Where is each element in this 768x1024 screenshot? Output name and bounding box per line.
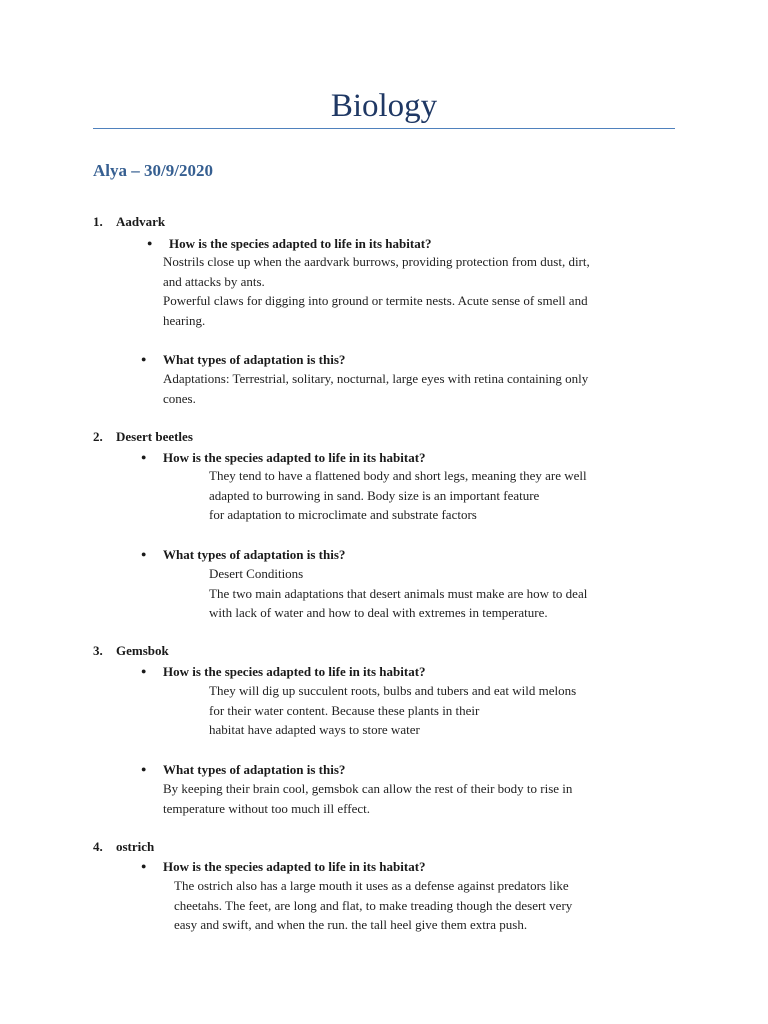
section-heading: [93, 212, 165, 231]
section-number: 2.: [93, 429, 103, 444]
answer-line: Adaptations: Terrestrial, solitary, nocturnal, large eyes with retina containing only: [163, 371, 589, 386]
bullet-icon: ●: [141, 549, 147, 559]
question-text: How is the species adapted to life in its habitat?: [163, 664, 426, 679]
answer-text: [174, 876, 572, 935]
question-text: How is the species adapted to life in its habitat?: [169, 236, 432, 251]
bullet-icon: ●: [141, 861, 147, 871]
answer-line: They tend to have a flattened body and short legs, meaning they are well: [209, 468, 587, 483]
bullet-icon: ●: [141, 764, 147, 774]
answer-line: with lack of water and how to deal with extremes in temperature.: [209, 605, 548, 620]
answer-line: hearing.: [163, 312, 206, 328]
answer-line: for their water content. Because these plants in their: [209, 702, 480, 718]
document-title: Biology: [330, 88, 438, 124]
section-heading: [93, 837, 154, 856]
bullet-icon: ●: [141, 452, 147, 462]
answer-text: [163, 779, 572, 818]
question-bullet: [141, 448, 426, 467]
answer-line: adapted to burrowing in sand. Body size is an important feature: [209, 487, 540, 503]
question-bullet: [141, 857, 426, 876]
answer-line: for adaptation to microclimate and substrate factors: [209, 507, 477, 522]
question-text: How is the species adapted to life in its habitat?: [163, 859, 426, 874]
question-bullet: [141, 662, 426, 681]
answer-text: [163, 369, 588, 408]
answer-line: They will dig up succulent roots, bulbs and tubers and eat wild melons: [209, 683, 577, 698]
section-name: Desert beetles: [116, 429, 193, 444]
answer-text: [163, 252, 590, 330]
section-number: 4.: [93, 839, 103, 854]
answer-line: temperature without too much ill effect.: [163, 800, 370, 816]
question-text: What types of adaptation is this?: [163, 352, 346, 367]
question-bullet: [141, 350, 346, 369]
answer-line: Desert Conditions: [209, 566, 304, 581]
question-text: What types of adaptation is this?: [163, 762, 346, 777]
answer-line: Powerful claws for digging into ground or termite nests. Acute sense of smell and: [163, 293, 588, 308]
answer-line: habitat have adapted ways to store water: [209, 722, 420, 737]
question-bullet: [141, 545, 346, 564]
title-divider: [93, 128, 675, 129]
bullet-icon: ●: [141, 354, 147, 364]
question-bullet: [141, 760, 346, 779]
section-number: 3.: [93, 643, 103, 658]
answer-line: By keeping their brain cool, gemsbok can allow the rest of their body to rise in: [163, 781, 573, 796]
section-name: ostrich: [116, 839, 155, 854]
answer-line: and attacks by ants.: [163, 273, 265, 289]
answer-line: cones.: [163, 390, 196, 406]
answer-line: easy and swift, and when the run. the tall heel give them extra push.: [174, 917, 528, 932]
answer-line: The ostrich also has a large mouth it uses as a defense against predators like: [174, 878, 569, 893]
answer-text: [209, 466, 587, 525]
answer-line: The two main adaptations that desert animals must make are how to deal: [209, 585, 588, 601]
question-bullet: [147, 234, 432, 253]
answer-text: [209, 681, 576, 740]
bullet-icon: ●: [147, 238, 153, 248]
bullet-icon: ●: [141, 666, 147, 676]
answer-text: [209, 564, 587, 623]
question-text: How is the species adapted to life in its habitat?: [163, 450, 426, 465]
author-date-heading: Alya – 30/9/2020: [93, 161, 213, 180]
answer-line: cheetahs. The feet, are long and flat, to make treading though the desert very: [174, 897, 573, 913]
section-heading: [93, 641, 169, 660]
answer-line: Nostrils close up when the aardvark burrows, providing protection from dust, dirt,: [163, 254, 590, 269]
section-name: Gemsbok: [116, 643, 169, 658]
section-heading: [93, 427, 193, 446]
question-text: What types of adaptation is this?: [163, 547, 346, 562]
section-number: 1.: [93, 214, 103, 229]
section-name: Aadvark: [116, 214, 166, 229]
